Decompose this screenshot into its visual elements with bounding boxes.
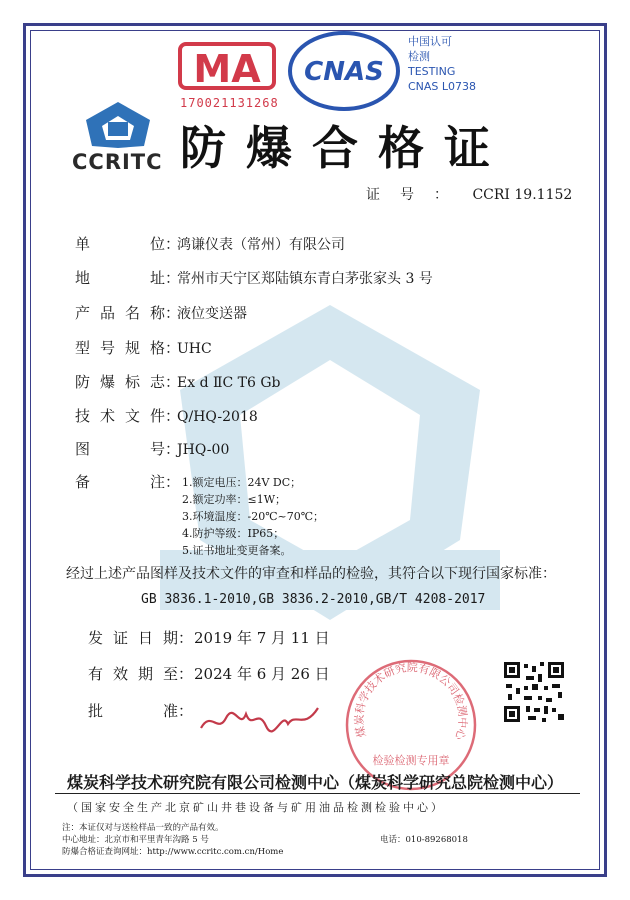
qr-code-icon — [502, 660, 566, 724]
remark-item: 4.防护等级：IP65； — [182, 527, 285, 540]
valid-until-label: 有效期至 — [88, 665, 178, 683]
conclusion-text: 经过上述产品图样及技术文件的审查和样品的检验，其符合以下现行国家标准： — [66, 566, 556, 582]
field-value: 液位变送器 — [177, 306, 247, 322]
field-value: 鸿谦仪表（常州）有限公司 — [177, 237, 345, 253]
seal-ring-text: 煤炭科学技术研究院有限公司检测中心 — [352, 661, 470, 742]
valid-until-value: 2024 年 6 月 26 日 — [194, 665, 330, 683]
field-value: Q/HQ-2018 — [177, 409, 258, 425]
field-label: 防爆标志 — [75, 373, 165, 391]
issuer-divider — [55, 793, 580, 794]
standards-list: GB 3836.1-2010,GB 3836.2-2010,GB/T 4208-2017 — [141, 592, 486, 607]
cnas-line: 检测 — [408, 50, 430, 63]
field-label: 型号规格 — [75, 339, 165, 357]
field-model: 型号规格：UHC — [75, 339, 212, 357]
field-remarks: 备注： — [75, 473, 181, 491]
approver-row: 批准： — [88, 702, 194, 720]
valid-until-row: 有效期至：2024 年 6 月 26 日 — [88, 665, 330, 683]
issue-date-row: 发证日期：2019 年 7 月 11 日 — [88, 629, 330, 647]
certificate-title: 防爆合格证 — [180, 121, 510, 175]
field-value: 常州市天宁区郑陆镇东青白茅张家头 3 号 — [177, 271, 433, 287]
field-value: Ex d ⅡC T6 Gb — [177, 375, 281, 391]
issue-date-value: 2019 年 7 月 11 日 — [194, 629, 330, 647]
cnas-logo-icon — [285, 28, 403, 114]
field-label: 图号 — [75, 440, 165, 458]
field-ex-marking: 防爆标志：Ex d ⅡC T6 Gb — [75, 373, 281, 391]
field-address: 地址：常州市天宁区郑陆镇东青白茅张家头 3 号 — [75, 269, 433, 287]
ma-letters: MA — [193, 47, 261, 91]
field-value: UHC — [177, 341, 212, 357]
field-product-name: 产品名称：液位变送器 — [75, 304, 247, 322]
approver-label: 批准 — [88, 702, 178, 720]
remark-item: 5.证书地址变更备案。 — [182, 544, 292, 557]
field-label: 产品名称 — [75, 304, 165, 322]
remark-item: 2.额定功率：≤1W； — [182, 493, 287, 506]
field-value: JHQ-00 — [177, 442, 230, 458]
footer-phone: 电话：010-89268018 — [380, 835, 468, 845]
field-tech-doc: 技术文件：Q/HQ-2018 — [75, 407, 258, 425]
certificate-number — [366, 184, 572, 204]
authority-scope: （国家安全生产北京矿山井巷设备与矿用油品检测检验中心） — [67, 801, 445, 814]
seal-sub-text: 检验检测专用章 — [372, 754, 450, 767]
cnas-text: CNAS — [304, 57, 384, 87]
footer-address: 中心地址：北京市和平里青年沟路 5 号 — [62, 835, 209, 845]
field-drawing-no: 图号：JHQ-00 — [75, 440, 230, 458]
field-label: 地址 — [75, 269, 165, 287]
ma-number: 170021131268 — [180, 96, 279, 110]
remark-item: 3.环境温度：-20℃~70℃； — [182, 510, 325, 523]
field-label: 技术文件 — [75, 407, 165, 425]
cnas-accreditation — [408, 34, 476, 94]
cert-no-label: 证号： — [366, 187, 468, 203]
field-unit: 单位：鸿谦仪表（常州）有限公司 — [75, 235, 345, 253]
footer-note: 注：本证仅对与送检样品一致的产品有效。 — [62, 823, 224, 833]
issuing-authority: 煤炭科学技术研究院有限公司检测中心（煤炭科学研究总院检测中心） — [67, 773, 564, 792]
remark-item: 1.额定电压：24V DC； — [182, 476, 302, 489]
cnas-line: TESTING — [408, 65, 456, 78]
ma-stamp-icon — [178, 40, 276, 92]
field-label: 单位 — [75, 235, 165, 253]
cert-no-value: CCRI 19.1152 — [472, 187, 573, 203]
approver-signature-icon — [196, 700, 326, 740]
field-label: 备注 — [75, 473, 165, 491]
issue-date-label: 发证日期 — [88, 629, 178, 647]
footer-query-url: 防爆合格证查询网址：http://www.ccritc.com.cn/Home — [62, 847, 284, 857]
cnas-line: 中国认可 — [408, 35, 452, 48]
ccritc-logo-text: CCRITC — [72, 150, 163, 174]
remarks-list — [182, 474, 324, 559]
cnas-line: CNAS L0738 — [408, 80, 477, 93]
svg-text:煤炭科学技术研究院有限公司检测中心 — [352, 660, 470, 742]
